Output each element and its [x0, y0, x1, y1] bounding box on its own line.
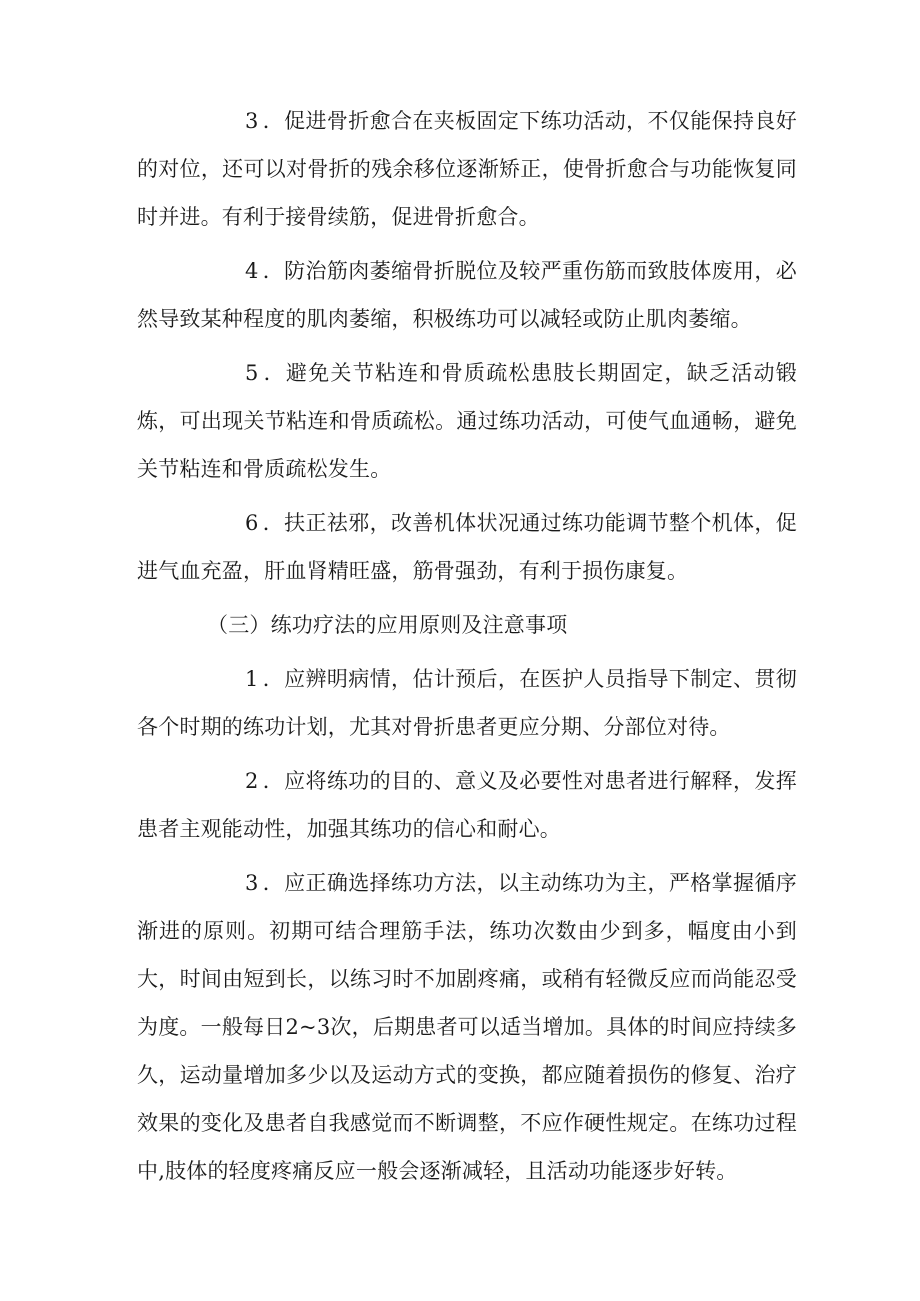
- principle-item-2: [137, 757, 797, 853]
- paragraph-text: ．避免关节粘连和骨质疏松患肢长期固定，缺乏活动锻炼，可出现关节粘连和骨质疏松。通过练功活动，可使气血通畅，避免关节粘连和骨质疏松发生。: [137, 361, 797, 481]
- paragraph-text: ．应将练功的目的、意义及必要性对患者进行解释，发挥患者主观能动性，加强其练功的信心和耐心。: [137, 769, 797, 841]
- paragraph-item-5: [137, 349, 797, 493]
- section-heading: （三）练功疗法的应用原则及注意事项: [207, 613, 568, 637]
- paragraph-number: 4: [245, 259, 259, 283]
- paragraph-text: ．应正确选择练功方法，以主动练功为主，严格掌握循序渐进的原则。初期可结合理筋手法，练功次数由少到多，幅度由小到大，时间由短到长，以练习时不加剧疼痛，或稍有轻微反应而尚能忍受为度。一般每日2~3次，后期患者可以适当增加。具体的时间应持续多久，运动量增加多少以及运动方式的变换，都应随着损伤的修复、治疗效果的变化及患者自我感觉而不断调整，不应作硬性规定。在练功过程中,肢体的轻度疼痛反应一般会逐渐减轻，且活动功能逐步好转。: [137, 871, 797, 1183]
- principle-item-3: [137, 859, 797, 1195]
- paragraph-item-6: [137, 499, 797, 595]
- paragraph-text: ．促进骨折愈合在夹板固定下练功活动，不仅能保持良好的对位，还可以对骨折的残余移位逐渐矫正，使骨折愈合与功能恢复同时并进。有利于接骨续筋，促进骨折愈合。: [137, 109, 797, 229]
- paragraph-item-3: [137, 97, 797, 241]
- paragraph-number: 3: [245, 871, 259, 895]
- paragraph-number: 2: [245, 769, 259, 793]
- paragraph-number: 3: [245, 109, 259, 133]
- principle-item-1: [137, 655, 797, 751]
- paragraph-number: 1: [245, 667, 259, 691]
- paragraph-text: ．扶正祛邪，改善机体状况通过练功能调节整个机体，促进气血充盈，肝血肾精旺盛，筋骨强劲，有利于损伤康复。: [137, 511, 797, 583]
- paragraph-number: 6: [245, 511, 259, 535]
- paragraph-number: 5: [245, 361, 259, 385]
- paragraph-text: ．防治筋肉萎缩骨折脱位及较严重伤筋而致肢体废用，必然导致某种程度的肌肉萎缩，积极练功可以减轻或防止肌肉萎缩。: [137, 259, 797, 331]
- document-body: [137, 97, 797, 1201]
- paragraph-text: ．应辨明病情，估计预后，在医护人员指导下制定、贯彻各个时期的练功计划，尤其对骨折患者更应分期、分部位对待。: [137, 667, 797, 739]
- paragraph-item-4: [137, 247, 797, 343]
